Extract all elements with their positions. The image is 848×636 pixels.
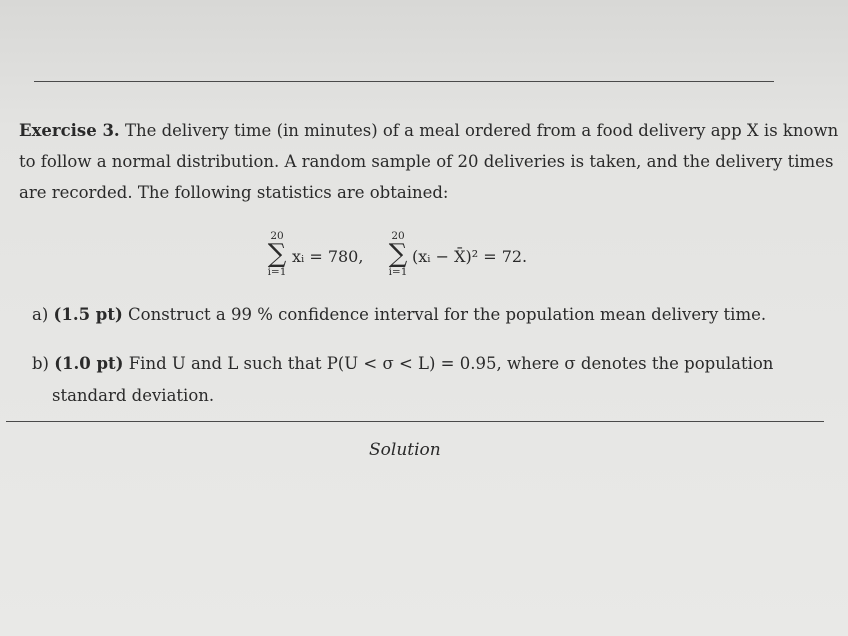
sum-1-upper: 20 xyxy=(270,230,284,242)
exercise-line-3: are recorded. The following statistics are obtained: xyxy=(19,183,449,202)
sigma-icon: ∑ xyxy=(267,239,287,269)
part-b-tag: b) xyxy=(32,354,49,373)
sum-1 xyxy=(264,230,290,278)
exercise-text-1: The delivery time (in minutes) of a meal ordered from a food delivery app X is known xyxy=(124,121,839,140)
part-a-points: (1.5 pt) xyxy=(53,305,123,324)
sigma-icon: ∑ xyxy=(388,239,408,269)
sum-2-lower: i=1 xyxy=(388,266,408,278)
part-a-tag: a) xyxy=(32,305,49,324)
part-a-text: Construct a 99 % confidence interval for the population mean delivery time. xyxy=(128,305,767,324)
part-b-continuation: standard deviation. xyxy=(52,386,215,405)
sum-1-expression: xᵢ = 780, xyxy=(292,247,364,266)
exercise-label: Exercise 3. xyxy=(19,121,120,140)
statistics-formula xyxy=(262,230,562,290)
sum-2-expression: (xᵢ − X̄)² = 72. xyxy=(412,247,528,266)
bottom-divider xyxy=(6,421,824,422)
part-b-points: (1.0 pt) xyxy=(54,354,124,373)
part-b xyxy=(32,354,773,373)
exercise-line-1 xyxy=(19,121,838,140)
top-divider xyxy=(34,81,774,82)
sum-1-lower: i=1 xyxy=(267,266,287,278)
part-b-text: Find U and L such that P(U < σ < L) = 0.95, where σ denotes the population xyxy=(128,354,774,373)
solution-heading: Solution xyxy=(369,440,441,460)
part-a xyxy=(32,305,766,324)
sum-2-upper: 20 xyxy=(391,230,405,242)
exercise-line-2: to follow a normal distribution. A random sample of 20 deliveries is taken, and the delivery times xyxy=(19,152,834,171)
sum-2 xyxy=(385,230,411,278)
